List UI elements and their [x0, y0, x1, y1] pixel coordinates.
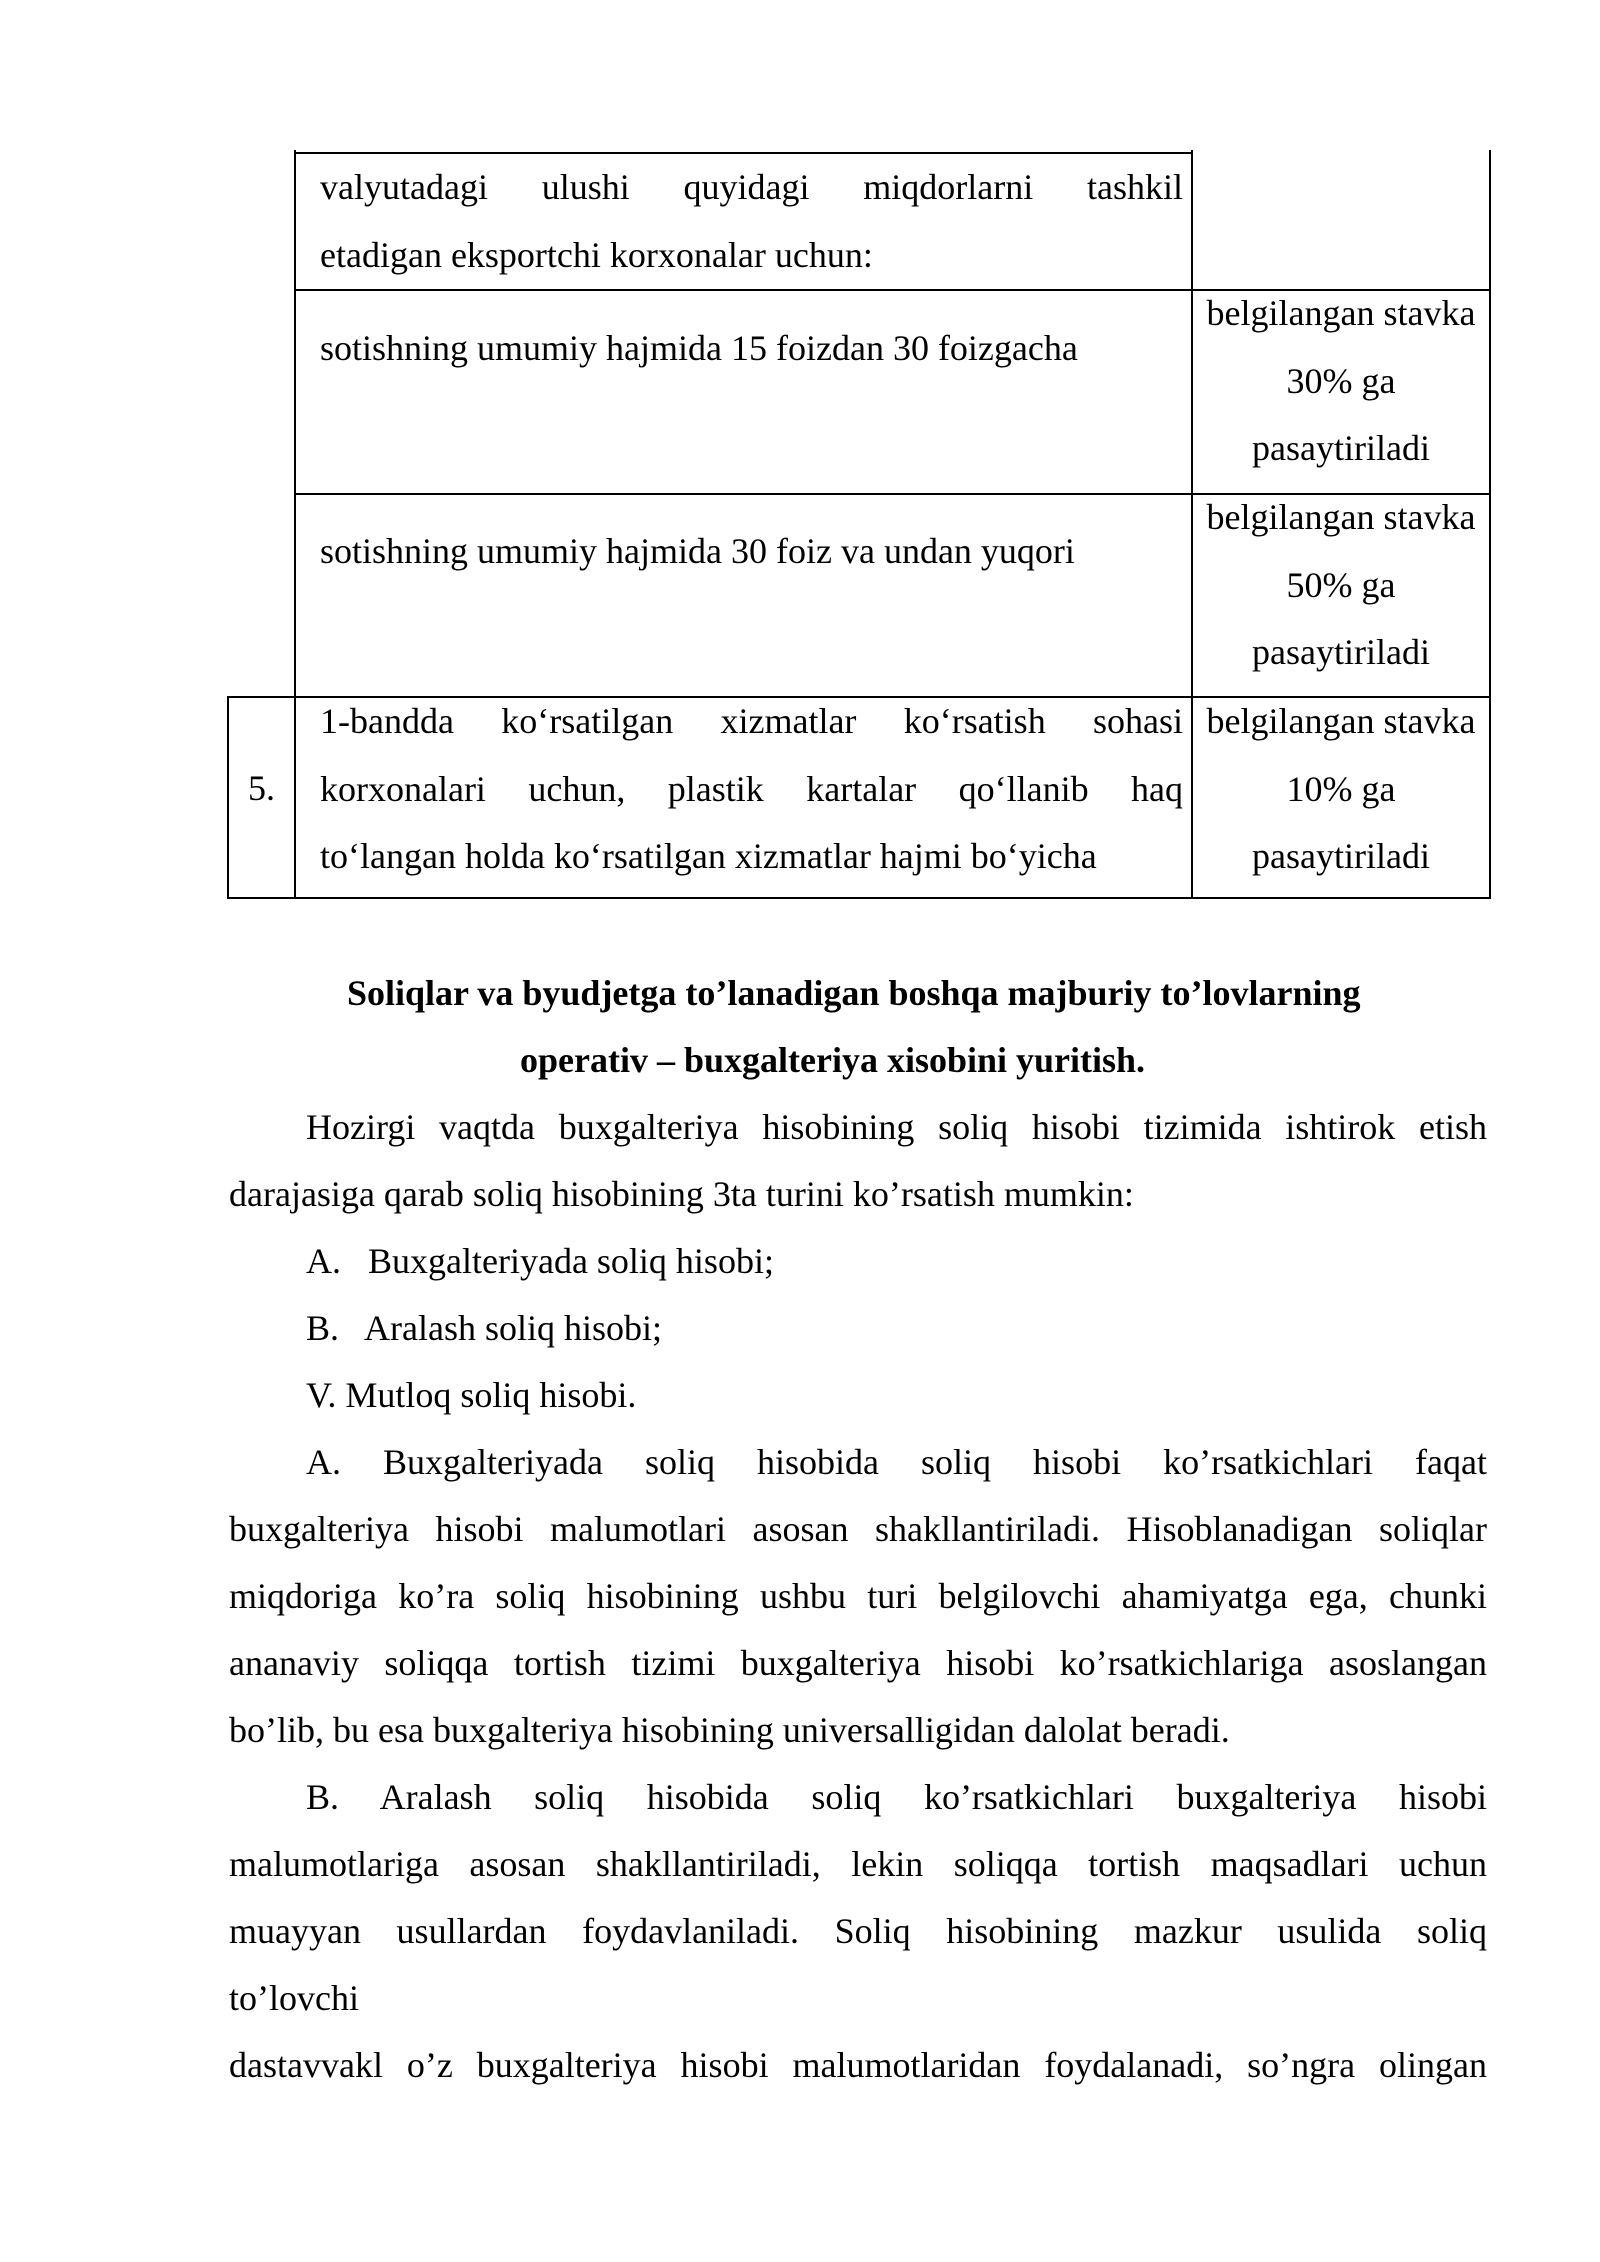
table-cell-line: belgilangan stavka: [1206, 497, 1476, 537]
list-item: V. Mutloq soliq hisobi.: [306, 1375, 637, 1415]
table-border-right: [1489, 150, 1491, 899]
table-cell-line: pasaytiriladi: [1252, 836, 1430, 876]
table-cell-description: [320, 315, 1183, 383]
table-cell-line: belgilangan stavka: [1206, 701, 1476, 741]
paragraph-line: dastavvakl o’z buxgalteriya hisobi malumotlaridan foydalanadi, so’ngra olingan: [229, 2045, 1487, 2085]
paragraph-line: Hozirgi vaqtda buxgalteriya hisobining soliq hisobi tizimida ishtirok etish: [306, 1107, 1487, 1147]
table-cell-rate: [1193, 280, 1489, 483]
table-cell-description: [320, 154, 1183, 289]
table-cell-line: 10% ga: [1286, 768, 1396, 809]
paragraph-line: B. Aralash soliq hisobida soliq ko’rsatkichlari buxgalteriya hisobi: [306, 1777, 1487, 1817]
table-cell-line: sotishning umumiy hajmida 15 foizdan 30 foizgacha: [320, 328, 1078, 368]
table-cell-number: [229, 755, 294, 823]
paragraph-line: A. Buxgalteriyada soliq hisobida soliq hisobi ko’rsatkichlari faqat: [306, 1442, 1487, 1482]
table-cell-line: valyutadagi ulushi quyidagi miqdorlarni tashkil: [320, 167, 1183, 207]
paragraph-line: to’lovchi: [229, 1978, 359, 2018]
paragraph-line: miqdoriga ko’ra soliq hisobining ushbu turi belgilovchi ahamiyatga ega, chunki: [229, 1576, 1487, 1616]
table-cell-line: pasaytiriladi: [1252, 428, 1430, 468]
table-cell-line: korxonalari uchun, plastik kartalar qo‘llanib haq: [320, 768, 1183, 809]
table-border-number-col: [294, 150, 296, 899]
paragraph-line: buxgalteriya hisobi malumotlari asosan shakllantiriladi. Hisoblanadigan soliqlar: [229, 1509, 1487, 1549]
table-cell-description: [320, 518, 1183, 586]
paragraph-line: darajasiga qarab soliq hisobining 3ta turini ko’rsatish mumkin:: [229, 1174, 1134, 1214]
paragraph-line: malumotlariga asosan shakllantiriladi, lekin soliqqa tortish maqsadlari uchun: [229, 1844, 1487, 1884]
list-item: A. Buxgalteriyada soliq hisobi;: [306, 1241, 774, 1281]
section-heading-line-1: Soliqlar va byudjetga to’lanadigan boshqa majburiy to’lovlarning: [347, 973, 1361, 1013]
table-cell-description: [320, 688, 1183, 891]
table-cell-line: to‘langan holda ko‘rsatilgan xizmatlar hajmi bo‘yicha: [320, 836, 1097, 876]
paragraph-line: ananaviy soliqqa tortish tizimi buxgalteriya hisobi ko’rsatkichlariga asoslangan: [229, 1643, 1487, 1683]
list-item: B. Aralash soliq hisobi;: [306, 1308, 663, 1348]
paragraph-line: muayyan usullardan foydavlaniladi. Soliq hisobining mazkur usulida soliq: [229, 1911, 1487, 1951]
table-cell-line: 30% ga: [1286, 360, 1396, 401]
table-cell-line: etadigan eksportchi korxonalar uchun:: [320, 234, 873, 275]
table-cell-line: 1-bandda ko‘rsatilgan xizmatlar ko‘rsatish sohasi: [320, 701, 1183, 741]
table-cell-line: sotishning umumiy hajmida 30 foiz va undan yuqori: [320, 531, 1075, 571]
table-cell-line: 50% ga: [1286, 564, 1396, 605]
table-border-bottom: [227, 897, 1491, 899]
tax-rate-table: [227, 150, 1491, 899]
table-cell-line: pasaytiriladi: [1252, 632, 1430, 672]
table-cell-line: belgilangan stavka: [1206, 293, 1476, 333]
table-cell-rate: [1193, 484, 1489, 687]
section-heading-line-2: operativ – buxgalteriya xisobini yuritish.: [520, 1040, 1146, 1080]
row-number: 5.: [248, 768, 275, 808]
table-cell-rate: [1193, 688, 1489, 891]
paragraph-line: bo’lib, bu esa buxgalteriya hisobining universalligidan dalolat beradi.: [229, 1710, 1230, 1750]
